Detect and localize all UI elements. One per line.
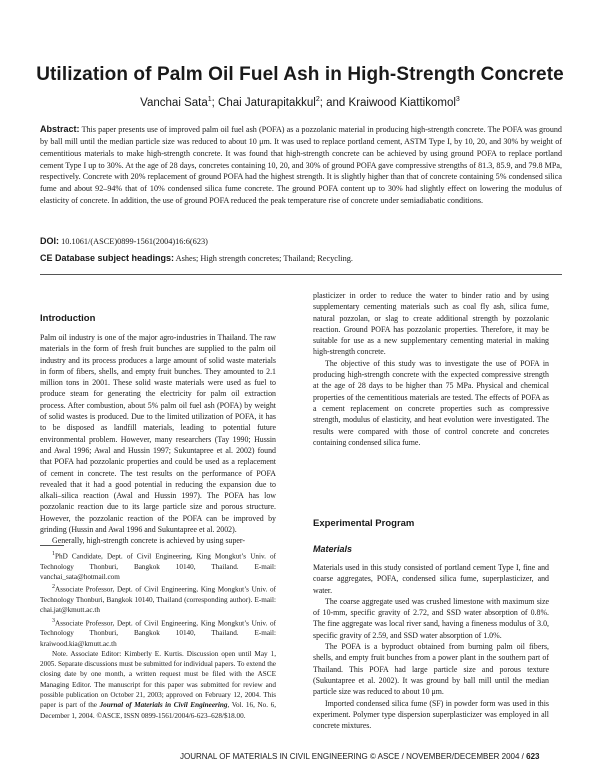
doi-label: DOI:: [40, 236, 59, 246]
paragraph: The objective of this study was to investigate the use of POFA in producing high-strength concrete with the expected compressive strength at the age of 28 days to be higher than 75 MPa. Physical and chemical properties of the cementitious materials are tested. The effects of POFA as a cement replacement on concrete properties such as compressive strength, modulus of elasticity, and heat evolution were investigated. The results were compared with those of control concrete and concretes containing condensed silica fume.: [313, 358, 549, 447]
abstract-text: This paper presents use of improved palm oil fuel ash (POFA) as a pozzolanic material in producing high-strength concrete. The POFA was ground by ball mill until the median particle size was reduced to about 10 μm. It was used to replace portland cement, ASTM Type I, by 10, 20, and 30% by weight of cementitious materials to make high-strength concrete. It was found that high-strength concrete can be achieved by using ground POFA to replace portland cement Type I up to 30%. At the age of 28 days, concretes containing 10, 20, and 30% of ground POFA gave compressive strengths of 81.3, 85.9, and 79.8 MPa, respectively. Concrete with 20% replacement of ground POFA had the highest strength. It is slightly higher than that of concrete containing 5% condensed silica fume and about 92–94% that of 10% condensed silica fume concrete. The ground POFA content up to 30% had slightly effect on lowering the modulus of elasticity of concrete. In addition, the use of ground POFA reduced the peak temperature rise of concrete under semiadiabatic conditions.: [40, 125, 562, 206]
paragraph: Materials used in this study consisted of portland cement Type I, fine and coarse aggregates, POFA, condensed silica fume, superplasticizer, and water.: [313, 563, 549, 595]
abstract-label: Abstract:: [40, 124, 80, 134]
author-name: Vanchai Sata: [140, 96, 208, 109]
abstract: [40, 124, 562, 207]
page-footer: [180, 752, 539, 761]
author-mark: 2: [315, 96, 320, 103]
section-heading-introduction: Introduction: [40, 313, 96, 324]
paragraph: Palm oil industry is one of the major agro-industries in Thailand. The raw materials in the form of fresh fruit bunches are supplied to the palm oil industry and its process produces a large amount of solid waste materials in form of fibers, shells, and empty fruit bunches. They amounted to 2.1 million tons in 2001. These solid waste materials were used as fuel to produce steam for generating the electricity for palm oil extraction process. After combustion, about 5% palm oil fuel ash (POFA) by weight of solid wastes is produced. Due to the limited utilization of POFA, it has to be disposed as landfill materials, leading to potential future environmental problem. However, many researchers (Tay 1990; Hussin and Awal 1996; Awal and Hussin 1997; Sukuntapree et al. 2002) found that POFA had pozzolanic properties and could be used as a replacement of cement in concrete. The test results on the performance of POFA revealed that it had a good potential in reducing the expansion due to alkali–silica reaction (Awal and Hussin 1997). The POFA has low pozzolanic reaction due to its large particle size and porous structure. However, the pozzolanic reaction of the POFA can be improved by grinding (Hussin and Awal 1996 and Sukuntapree et al. 2002).: [40, 333, 276, 535]
paragraph: plasticizer in order to reduce the water to binder ratio and by using supplementary cementing materials such as coal fly ash, silica fume, natural pozzolan, or slag to create additional strength by pozzolanic reaction. Ground POFA has pozzolanic properties. Therefore, it may be suitable for use as a new supplementary cementing material in making high-strength concrete.: [313, 291, 549, 357]
paragraph: Imported condensed silica fume (SF) in powder form was used in this experiment. Polymer type dispersion superplasticizer was employed in all concrete mixtures.: [313, 698, 549, 731]
right-column: [313, 290, 549, 448]
author-separator: ; and: [319, 96, 349, 109]
footnotes: [40, 549, 276, 721]
header-divider: [40, 274, 562, 275]
paragraph: Generally, high-strength concrete is achieved by using super-: [52, 536, 246, 546]
footnote-mark: 3: [52, 617, 55, 624]
doi-value[interactable]: 10.1061/(ASCE)0899-1561(2004)16:6(623): [61, 237, 208, 246]
footnote-text: Associate Professor, Dept. of Civil Engineering, King Mongkut’s Univ. of Technology Thonburi, Bangkok 10140, Thailand (corresponding author). E-mail: chai.jat@kmutt.ac.th: [40, 585, 276, 615]
paragraph: The coarse aggregate used was crushed limestone with maximum size of 10-mm, specific gravity of 2.72, and SSD water absorption of 0.8%. The fine aggregate was local river sand, having a fineness modulus of 3.0, specific gravity of 2.59, and SSD water absorption of 1.0%.: [313, 596, 549, 640]
author-mark: 1: [207, 96, 212, 103]
note-text: , Vol. 16, No. 6, December 1, 2004. ©ASCE, ISSN 0899-1561/2004/6-623–628/$18.00.: [40, 701, 277, 720]
doi-line: [40, 236, 208, 246]
subsection-heading-materials: Materials: [313, 544, 353, 554]
author-list: [0, 96, 600, 109]
subject-headings-value: Ashes; High strength concretes; Thailand; Recycling.: [175, 254, 353, 263]
footnote-mark: 1: [52, 551, 55, 557]
footnote: [40, 549, 276, 582]
footnote-mark: 2: [52, 584, 55, 591]
journal-footer: JOURNAL OF MATERIALS IN CIVIL ENGINEERING © ASCE / NOVEMBER/DECEMBER 2004 /: [180, 752, 527, 761]
footnote-text: PhD Candidate, Dept. of Civil Engineering, King Mongkut’s Univ. of Technology Thonburi, Bangkok 10140, Thailand. E-mail: vanchai_sata@hotmail.com: [40, 552, 276, 581]
author-mark: 3: [455, 96, 460, 103]
editorial-note: [40, 649, 276, 721]
materials-text: [313, 562, 549, 731]
footnote: [40, 616, 276, 649]
footnote-divider: [40, 545, 64, 546]
paragraph: The POFA is a byproduct obtained from burning palm oil fibers, shells, and empty fruit bunches from a power plant in the southern part of Thailand. This POFA had large particle size and porous texture (Sukuntapree et al. 2002). It was ground by ball mill until the median particle size was reduced to about 10 μm.: [313, 642, 549, 697]
left-column: [40, 332, 276, 547]
subject-headings-label: CE Database subject headings:: [40, 253, 175, 263]
author-name: Kraiwood Kiattikomol: [348, 96, 456, 109]
subject-headings: [40, 253, 353, 263]
footnote-text: Associate Professor, Dept. of Civil Engineering, King Mongkut’s Univ. of Technology Thonburi, Bangkok 10140, Thailand. E-mail: kraiwood.kia@kmutt.ac.th: [40, 618, 276, 648]
page-number: 623: [526, 752, 540, 761]
journal-name: Journal of Materials in Civil Engineering: [99, 701, 228, 710]
footnote: [40, 582, 276, 615]
author-name: Chai Jaturapitakkul: [218, 96, 316, 109]
author-separator: ;: [211, 96, 219, 109]
note-text: Note. Associate Editor: Kimberly E. Kurtis. Discussion open until May 1, 2005. Separate discussions must be submitted for individual papers. To extend the closing date by one month, a written request must be filed with the ASCE Managing Editor. The manuscript for this paper was submitted for review and possible publication on October 21, 2003; approved on February 12, 2004. This paper is part of the: [40, 649, 276, 710]
paper-title: Utilization of Palm Oil Fuel Ash in High-Strength Concrete: [36, 64, 564, 85]
section-heading-experimental-program: Experimental Program: [313, 518, 415, 529]
